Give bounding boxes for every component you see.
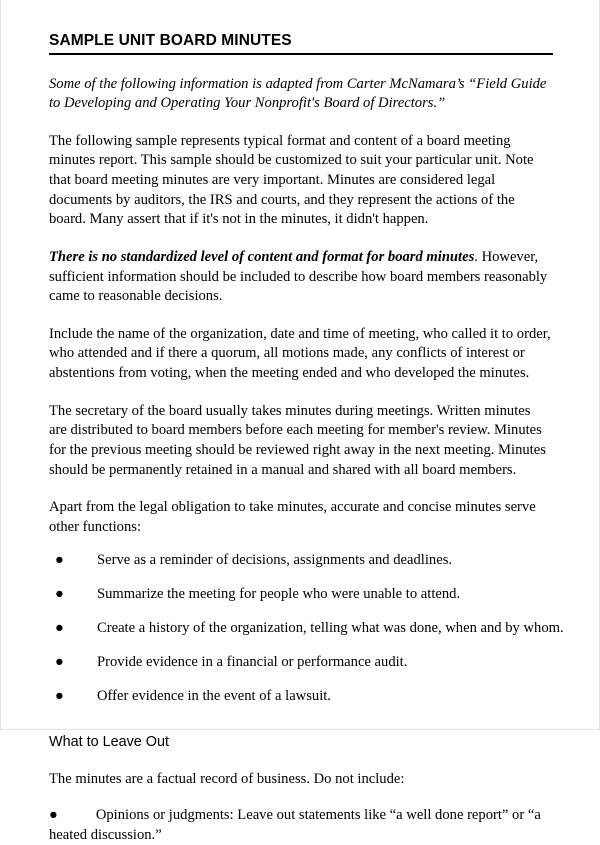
bullet-icon: ●	[55, 654, 64, 671]
functions-bullet-list	[49, 537, 564, 706]
paragraph-standardization-lead: There is no standardized level of content and format for board minutes	[49, 248, 475, 265]
leave-out-list-item-label: Opinions or judgments: Leave out statements like “a well done report” or “a heated discussion.”	[49, 807, 541, 843]
bullet-icon: ●	[55, 688, 64, 705]
leave-out-list-item	[49, 789, 549, 845]
bullet-icon: ●	[55, 552, 64, 569]
paragraph-functions-intro: Apart from the legal obligation to take minutes, accurate and concise minutes serve other functions:	[49, 499, 536, 535]
document-content	[49, 0, 564, 845]
paragraph-secretary: The secretary of the board usually takes minutes during meetings. Written minutes are distributed to board members before each meeting for member's review. Minutes for the previous meeting should be reviewed right away in the next meeting. Minutes should be permanently retained in a manual and shared with all board members.	[49, 402, 546, 478]
page-title: SAMPLE UNIT BOARD MINUTES	[49, 0, 553, 55]
document-subtitle: Some of the following information is adapted from Carter McNamara’s “Field Guide to Developing and Operating Your Nonprofit's Board of Directors.”	[49, 76, 547, 112]
list-item	[49, 653, 597, 672]
list-item	[49, 585, 597, 604]
list-item-label: Summarize the meeting for people who were unable to attend.	[97, 586, 461, 603]
list-item	[49, 687, 597, 706]
paragraph-intro: The following sample represents typical format and content of a board meeting minutes report. This sample should be customized to suit your particular unit. Note that board meeting minutes are very important. Minutes are considered legal documents by auditors, the IRS and courts, and they represent the actions of the board. Many assert that if it's not in the minutes, it didn't happen.	[49, 132, 534, 228]
list-item-label: Serve as a reminder of decisions, assignments and deadlines.	[97, 552, 453, 569]
list-item-label: Provide evidence in a financial or performance audit.	[97, 654, 408, 671]
list-item	[49, 619, 597, 638]
paragraph-leave-out-intro: The minutes are a factual record of business. Do not include:	[49, 770, 405, 787]
bullet-icon: ●	[55, 586, 64, 603]
paragraph-standardization	[49, 230, 551, 307]
list-item-label: Offer evidence in the event of a lawsuit.	[97, 688, 331, 705]
list-item	[49, 551, 597, 570]
paragraph-include: Include the name of the organization, date and time of meeting, who called it to order, who attended and if there a quorum, all motions made, any conflicts of interest or abstentions from voting, when the meeting ended and who developed the minutes.	[49, 325, 551, 382]
bullet-icon: ●	[49, 807, 58, 824]
list-item-label: Create a history of the organization, telling what was done, when and by whom.	[97, 620, 564, 637]
paragraph-standardization-rest: . However, sufficient information should be included to describe how board members reasonably came to reasonable decisions.	[49, 248, 548, 305]
bullet-icon: ●	[55, 620, 64, 637]
section-heading-what-to-leave-out: What to Leave Out	[49, 734, 169, 751]
